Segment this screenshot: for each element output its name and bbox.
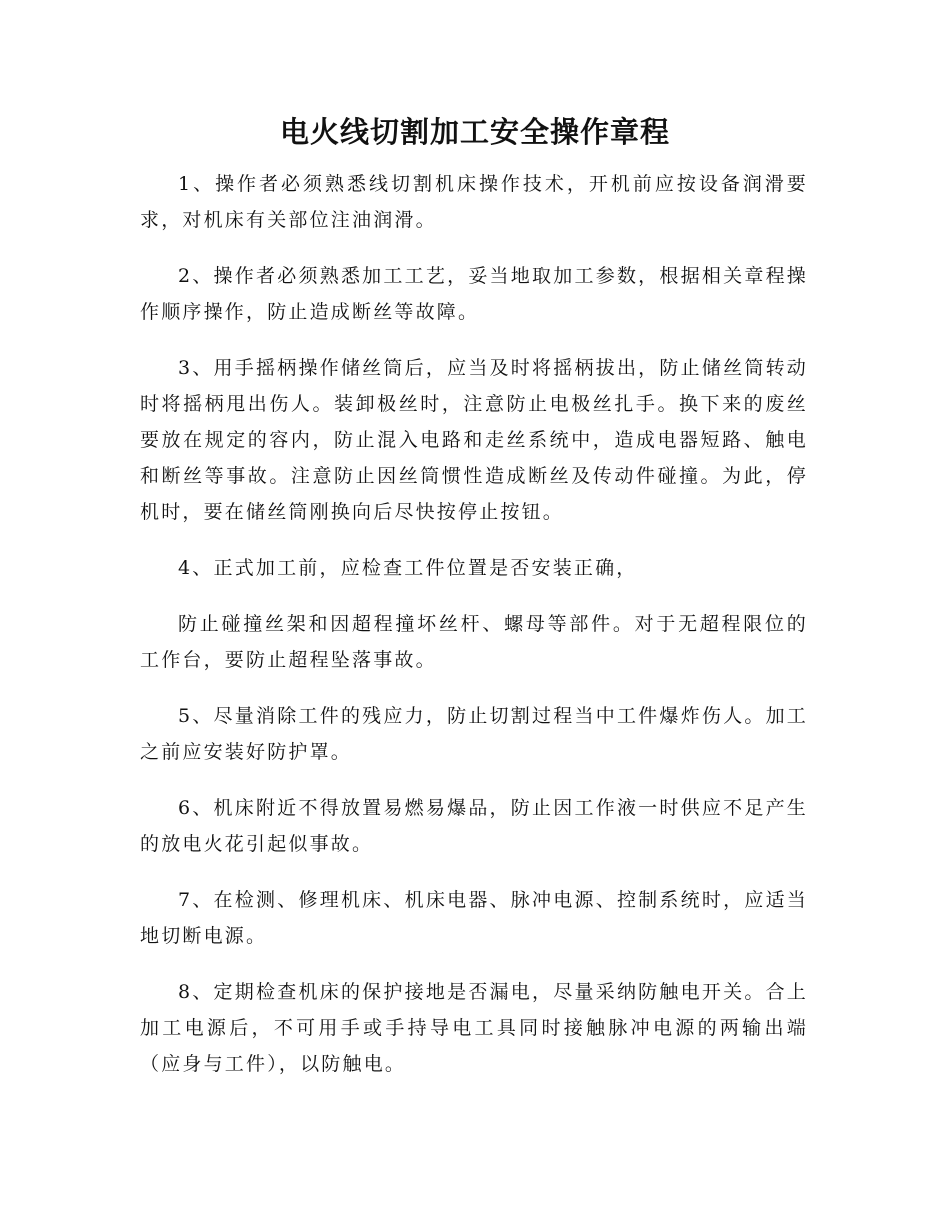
paragraph-6: 6、机床附近不得放置易燃易爆品，防止因工作液一时供应不足产生的放电火花引起似事故。 [140,797,808,855]
document-body [140,166,808,1102]
paragraph-4: 4、正式加工前，应检查工件位置是否安装正确， [178,557,638,579]
paragraph-4-continued: 防止碰撞丝架和因超程撞坏丝杆、螺母等部件。对于无超程限位的工作台，要防止超程坠落事故。 [140,613,808,671]
paragraph-7: 7、在检测、修理机床、机床电器、脉冲电源、控制系统时，应适当地切断电源。 [140,889,808,947]
paragraph-1: 1、操作者必须熟悉线切割机床操作技术，开机前应按设备润滑要求，对机床有关部位注油润滑。 [140,173,808,231]
paragraph-8: 8、定期检查机床的保护接地是否漏电，尽量采纳防触电开关。合上加工电源后，不可用手或手持导电工具同时接触脉冲电源的两输出端（应身与工件），以防触电。 [140,981,808,1075]
paragraph-5: 5、尽量消除工件的残应力，防止切割过程当中工件爆炸伤人。加工之前应安装好防护罩。 [140,705,808,763]
document-title: 电火线切割加工安全操作章程 [279,115,670,149]
paragraph-3: 3、用手摇柄操作储丝筒后，应当及时将摇柄拔出，防止储丝筒转动时将摇柄甩出伤人。装卸极丝时，注意防止电极丝扎手。换下来的废丝要放在规定的容内，防止混入电路和走丝系统中，造成电器短路、触电和断丝等事故。注意防止因丝筒惯性造成断丝及传动件碰撞。为此，停机时，要在储丝筒刚换向后尽快按停止按钮。 [140,357,808,523]
paragraph-2: 2、操作者必须熟悉加工工艺，妥当地取加工参数，根据相关章程操作顺序操作，防止造成断丝等故障。 [140,265,808,323]
